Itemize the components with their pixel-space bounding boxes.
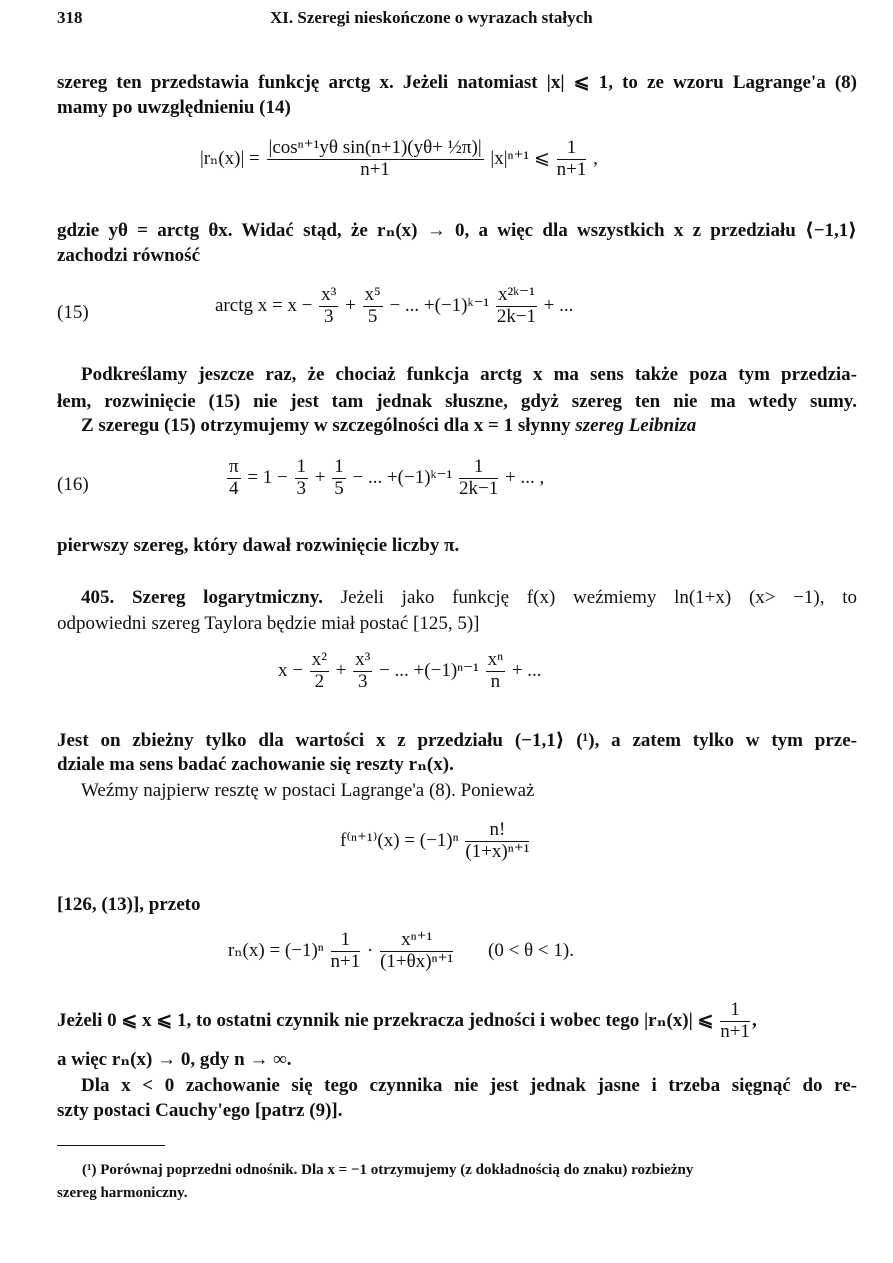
- section-title: Szereg logarytmiczny.: [131, 587, 323, 608]
- eq-numerator: 1: [334, 456, 344, 477]
- eq-denominator: 2k−1: [459, 477, 499, 499]
- footnote-line: szereg harmoniczny.: [57, 1185, 188, 1201]
- equation-label: (16): [57, 474, 89, 495]
- eq-denominator: n: [490, 670, 501, 692]
- eq-lhs: |rₙ(x)| =: [200, 147, 260, 169]
- eq-denominator: n+1: [330, 950, 361, 972]
- eq-fraction: [319, 285, 338, 328]
- eq-numerator: 1: [557, 138, 587, 160]
- paragraph-line: [57, 413, 857, 438]
- eq-denominator: 5: [367, 305, 378, 327]
- paragraph-line: pierwszy szereg, który dawał rozwinięcie liczby π.: [57, 535, 460, 556]
- eq-denominator: 2k−1: [496, 305, 537, 327]
- paragraph-line: Podkreślamy jeszcze raz, że chociaż funkcja arctg x ma sens także poza tym przedzia-: [81, 364, 857, 385]
- eq-middle: − ... +(−1)ᵏ⁻¹: [389, 294, 490, 316]
- eq-middle: − ... +(−1)ᵏ⁻¹: [352, 466, 453, 488]
- paragraph-line: szty postaci Cauchy'ego [patrz (9)].: [57, 1100, 343, 1121]
- eq-fraction: [332, 457, 346, 500]
- eq-denominator: (1+x)ⁿ⁺¹: [465, 840, 530, 862]
- eq-lhs: arctg x = x −: [215, 294, 313, 316]
- equation-16: [225, 457, 544, 500]
- eq-lhs: f⁽ⁿ⁺¹⁾(x) = (−1)ⁿ: [340, 829, 459, 851]
- eq-fraction: [363, 285, 383, 328]
- paragraph-line: [126, (13)], przeto: [57, 894, 201, 915]
- eq-op: +: [335, 659, 347, 681]
- eq-denominator: 2: [314, 670, 325, 692]
- paragraph-line: Weźmy najpierw resztę w postaci Lagrange'a (8). Ponieważ: [81, 780, 535, 801]
- page-number: 318: [57, 8, 83, 27]
- eq-op: ·: [367, 939, 374, 961]
- eq-denominator: 3: [324, 305, 334, 327]
- eq-tail: + ... ,: [505, 466, 545, 488]
- eq-denominator: n+1: [360, 158, 390, 180]
- eq-middle: − ... +(−1)ⁿ⁻¹: [379, 659, 479, 681]
- eq-lhs: x −: [278, 659, 303, 681]
- eq-op: +: [314, 466, 326, 488]
- eq-numerator: x⁵: [364, 284, 381, 305]
- eq-numerator: x²ᵏ⁻¹: [497, 284, 535, 305]
- text-span: Jeżeli 0 ⩽ x ⩽ 1, to ostatni czynnik nie przekracza jedności i wobec tego |rₙ(x)| ⩽: [57, 1009, 714, 1031]
- eq-op: +: [345, 294, 356, 316]
- eq-fraction: [465, 820, 529, 863]
- eq-tail: ,: [751, 1009, 757, 1031]
- eq-fraction: [331, 930, 361, 973]
- paragraph-line: zachodzi równość: [57, 245, 201, 266]
- eq-numerator: x³: [321, 284, 337, 305]
- eq-middle: |x|ⁿ⁺¹ ⩽: [490, 147, 550, 169]
- eq-fraction: [380, 930, 453, 973]
- section-heading-line: [57, 585, 857, 610]
- eq-denominator: n+1: [720, 1020, 750, 1042]
- eq-fraction: [295, 457, 309, 500]
- eq-numerator: x³: [355, 649, 371, 670]
- eq-lhs: rₙ(x) = (−1)ⁿ: [228, 939, 324, 961]
- equation-remainder-log: [228, 930, 574, 973]
- text-span: Z szeregu (15) otrzymujemy w szczególności dla x = 1 słynny: [81, 415, 576, 436]
- eq-fraction: [353, 650, 372, 693]
- paragraph-line: a więc rₙ(x) → 0, gdy n → ∞.: [57, 1049, 292, 1070]
- equation-remainder: [200, 138, 598, 181]
- eq-denominator: 3: [357, 670, 368, 692]
- footnote-rule: [57, 1145, 165, 1146]
- paragraph-line: mamy po uwzględnieniu (14): [57, 97, 291, 118]
- paragraph-line: Dla x < 0 zachowanie się tego czynnika nie jest jednak jasne i trzeba sięgnąć do re-: [81, 1075, 857, 1096]
- paragraph-line: odpowiedni szereg Taylora będzie miał postać [125, 5)]: [57, 613, 480, 634]
- eq-numerator: x²: [311, 649, 327, 670]
- italic-term: szereg Leibniza: [575, 415, 697, 436]
- paragraph-line: Jest on zbieżny tylko dla wartości x z przedziału (−1,1⟩ (¹), a zatem tylko w tym prze-: [57, 730, 857, 751]
- eq-tail: + ...: [543, 294, 574, 316]
- eq-numerator: xⁿ: [487, 649, 504, 670]
- equation-15: [215, 285, 573, 328]
- section-number: 405.: [81, 587, 115, 608]
- paragraph-line: szereg ten przedstawia funkcję arctg x. Jeżeli natomiast |x| ⩽ 1, to ze wzoru Lagrange'a (8): [57, 72, 857, 93]
- paragraph-line: gdzie yθ = arctg θx. Widać stąd, że rₙ(x) → 0, a więc dla wszystkich x z przedziału ⟨−1,1⟩: [57, 220, 857, 241]
- equation-derivative: [340, 820, 531, 863]
- equation-label: (15): [57, 302, 89, 323]
- eq-op: = 1 −: [247, 466, 288, 488]
- eq-denominator: 4: [229, 477, 239, 499]
- text-span: Jeżeli jako funkcję f(x) weźmiemy ln(1+x) (x> −1), to: [340, 587, 858, 608]
- eq-fraction: [486, 650, 505, 693]
- eq-fraction: [496, 285, 537, 328]
- eq-denominator: 5: [334, 477, 344, 499]
- equation-log-series: [278, 650, 542, 693]
- eq-tail: + ...: [511, 659, 542, 681]
- eq-fraction: [227, 457, 241, 500]
- eq-fraction: [459, 457, 498, 500]
- paragraph-line: łem, rozwinięcie (15) nie jest tam jednak słuszne, gdyż szereg ten nie ma wtedy sumy.: [57, 391, 857, 412]
- eq-numerator: 1: [331, 930, 361, 952]
- eq-numerator: π: [229, 456, 239, 477]
- eq-denominator: 3: [296, 477, 307, 499]
- eq-fraction: [720, 1000, 750, 1043]
- eq-numerator: 1: [459, 457, 498, 479]
- eq-tail: ,: [593, 147, 598, 169]
- eq-fraction: [557, 138, 587, 181]
- eq-fraction: [267, 138, 484, 181]
- eq-denominator: n+1: [556, 158, 587, 180]
- eq-numerator: |cosⁿ⁺¹yθ sin(n+1)(yθ+ ½π)|: [268, 137, 482, 158]
- paragraph-line: [57, 1000, 757, 1043]
- running-title: XI. Szeregi nieskończone o wyrazach stałych: [270, 8, 593, 27]
- footnote-line: (¹) Porównaj poprzedni odnośnik. Dla x = −1 otrzymujemy (z dokładnością do znaku) rozbieżny: [82, 1162, 694, 1178]
- eq-numerator: n!: [465, 820, 529, 842]
- eq-fraction: [310, 650, 329, 693]
- eq-condition: (0 < θ < 1).: [488, 939, 574, 961]
- eq-denominator: (1+θx)ⁿ⁺¹: [380, 950, 454, 972]
- eq-numerator: xⁿ⁺¹: [380, 930, 453, 952]
- paragraph-line: dziale ma sens badać zachowanie się reszty rₙ(x).: [57, 754, 454, 775]
- eq-numerator: 1: [296, 456, 307, 477]
- eq-numerator: 1: [720, 1000, 750, 1022]
